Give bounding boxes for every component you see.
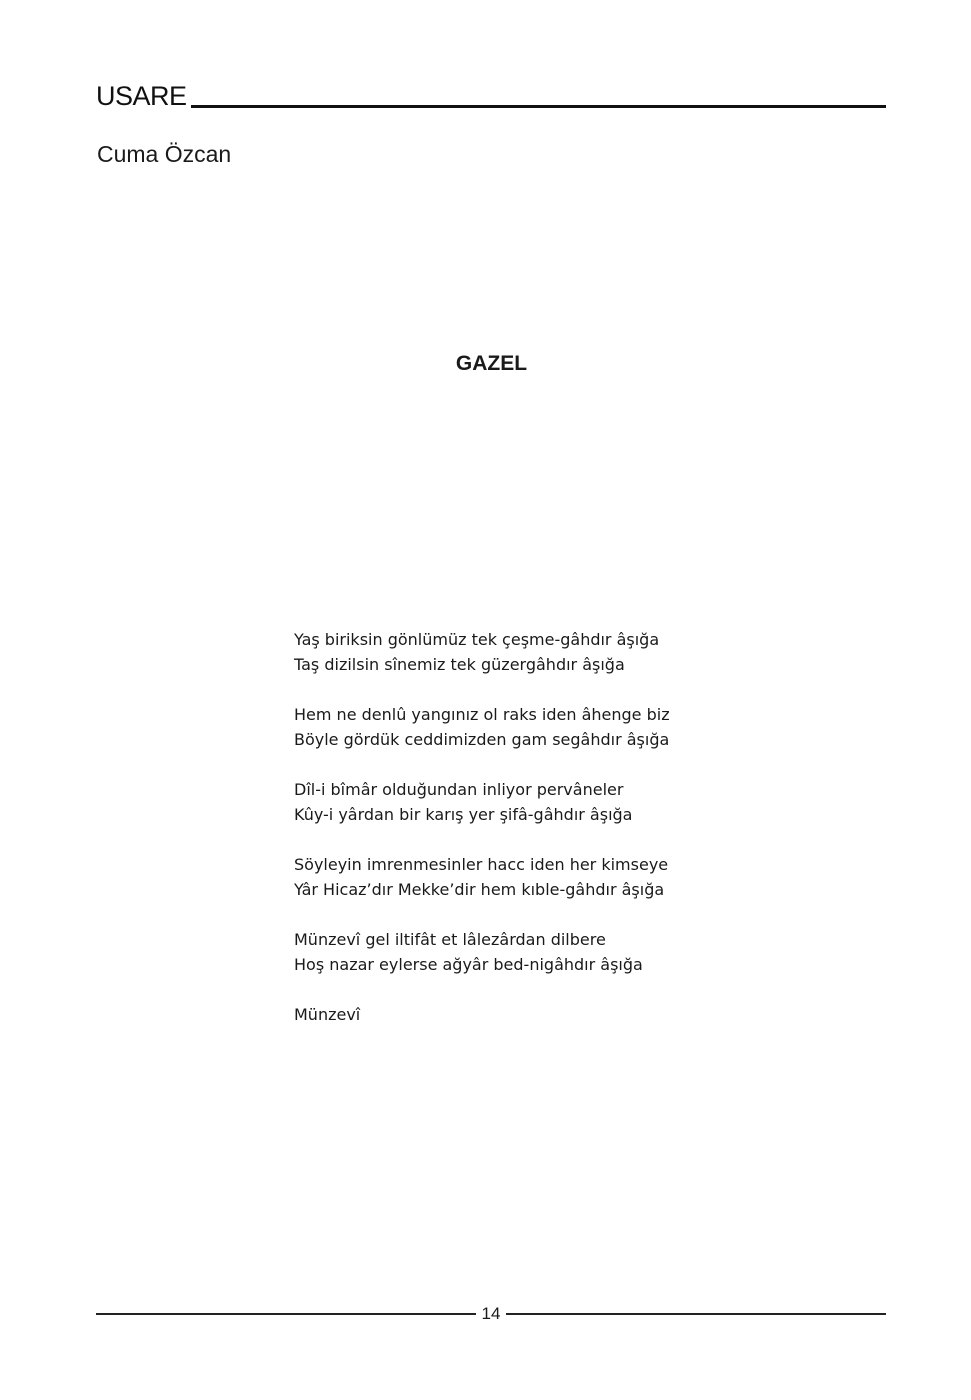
running-header bbox=[96, 80, 886, 110]
verse-line: Yaş biriksin gönlümüz tek çeşme-gâhdır âşığa bbox=[294, 630, 660, 649]
author-name: Cuma Özcan bbox=[97, 141, 232, 167]
journal-title: USARE bbox=[96, 81, 187, 111]
verse-line: Dîl-i bîmâr olduğundan inliyor pervâneler bbox=[294, 780, 624, 799]
header-rule bbox=[191, 105, 886, 108]
couplet bbox=[294, 702, 670, 752]
verse-line: Münzevî gel iltifât et lâlezârdan dilbere bbox=[294, 930, 606, 949]
couplet bbox=[294, 777, 670, 827]
footer-rule-left bbox=[96, 1313, 476, 1315]
poem-body bbox=[294, 627, 670, 1027]
poet-signature: Münzevî bbox=[294, 1005, 361, 1024]
footer-rule-right bbox=[506, 1313, 886, 1315]
verse-line: Hem ne denlû yangınız ol raks iden âhenge biz bbox=[294, 705, 670, 724]
verse-line: Kûy-i yârdan bir karış yer şifâ-gâhdır âşığa bbox=[294, 805, 633, 824]
couplet bbox=[294, 927, 670, 977]
verse-line: Taş dizilsin sînemiz tek güzergâhdır âşığa bbox=[294, 655, 625, 674]
couplet bbox=[294, 627, 670, 677]
verse-line: Yâr Hicaz’dır Mekke’dir hem kıble-gâhdır âşığa bbox=[294, 880, 665, 899]
page-number: 14 bbox=[481, 1304, 501, 1323]
verse-line: Böyle gördük ceddimizden gam segâhdır âşığa bbox=[294, 730, 670, 749]
verse-line: Hoş nazar eylerse ağyâr bed-nigâhdır âşığa bbox=[294, 955, 643, 974]
poem-title: GAZEL bbox=[455, 352, 528, 375]
couplet bbox=[294, 852, 670, 902]
verse-line: Söyleyin imrenmesinler hacc iden her kimseye bbox=[294, 855, 669, 874]
page-footer bbox=[96, 1302, 886, 1326]
